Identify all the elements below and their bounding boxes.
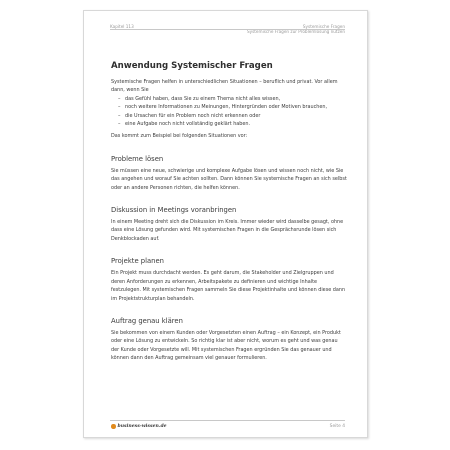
- section-heading: Projekte planen: [111, 257, 164, 266]
- section-heading: Probleme lösen: [111, 154, 164, 163]
- list-item: – die Ursachen für ein Problem noch nicht erkennen oder: [120, 112, 347, 120]
- list-item: – das Gefühl haben, dass Sie zu einem Thema nicht alles wissen,: [120, 95, 347, 103]
- section-heading: Diskussion in Meetings voranbringen: [111, 206, 237, 215]
- running-header-subtitle: Systemische Fragen zur Problemlösung nutzen: [246, 29, 345, 35]
- bullet-list: [111, 95, 347, 129]
- list-item: – noch weitere Informationen zu Meinungen, Hintergründen oder Motiven brauchen,: [120, 103, 347, 111]
- document-page: [83, 10, 368, 438]
- footer-divider: [110, 420, 345, 421]
- page-title: Anwendung Systemischer Fragen: [111, 61, 273, 71]
- section-paragraph: Ein Projekt muss durchdacht werden. Es geht darum, die Stakeholder und Zielgruppen und deren Anforderungen zu erkennen, Arbeitspakete zu definieren und wichtige Inhalte festzulegen. Mit systemischen Fragen sammeln Sie diese Projektinhalte und können diese dann im Projektstrukturplan behandeln.: [111, 270, 346, 302]
- logo-dot-icon: [111, 424, 116, 429]
- list-item: – eine Aufgabe noch nicht vollständig geklärt haben.: [120, 120, 347, 128]
- section-paragraph: Sie bekommen von einem Kunden oder Vorgesetzten einen Auftrag – ein Konzept, ein Produkt oder eine Lösung zu entwickeln. So richtig klar ist aber nicht, worum es geht und was genau der Kunde oder Vorgesetzte will. Mit systemischen Fragen ergründen Sie das genauer und können dann den Auftrag gemeinsam viel genauer formulieren.: [111, 329, 341, 362]
- section-heading: Auftrag genau klären: [111, 316, 183, 325]
- page-content: [111, 61, 347, 363]
- intro-paragraph: Systemische Fragen helfen in unterschiedlichen Situationen – beruflich und privat. Vor allem dann, wenn Sie: [111, 79, 338, 94]
- logo-text: business-wissen.de: [117, 424, 167, 429]
- section-paragraph: In einem Meeting dreht sich die Diskussion im Kreis. Immer wieder wird dasselbe gesagt, ohne dass eine Lösung gefunden wird. Mit systemischen Fragen in die Gesprächsrunde lösen sich Denkblockaden auf.: [111, 219, 344, 242]
- page-number: Seite 4: [329, 424, 345, 429]
- footer-logo: [111, 424, 167, 429]
- chapter-label: Kapitel 113: [110, 24, 134, 29]
- header-divider: [110, 29, 345, 30]
- section-paragraph: Sie müssen eine neue, schwierige und komplexe Aufgabe lösen und wissen noch nicht, wie Sie das angehen und worauf Sie achten sollten. Dann können Sie systemische Fragen an sich selbst oder an andere Personen richten, die helfen können.: [111, 167, 347, 191]
- running-header-title: Systemische Fragen: [302, 24, 345, 29]
- lead-in-paragraph: Das kommt zum Beispiel bei folgenden Situationen vor:: [111, 133, 248, 140]
